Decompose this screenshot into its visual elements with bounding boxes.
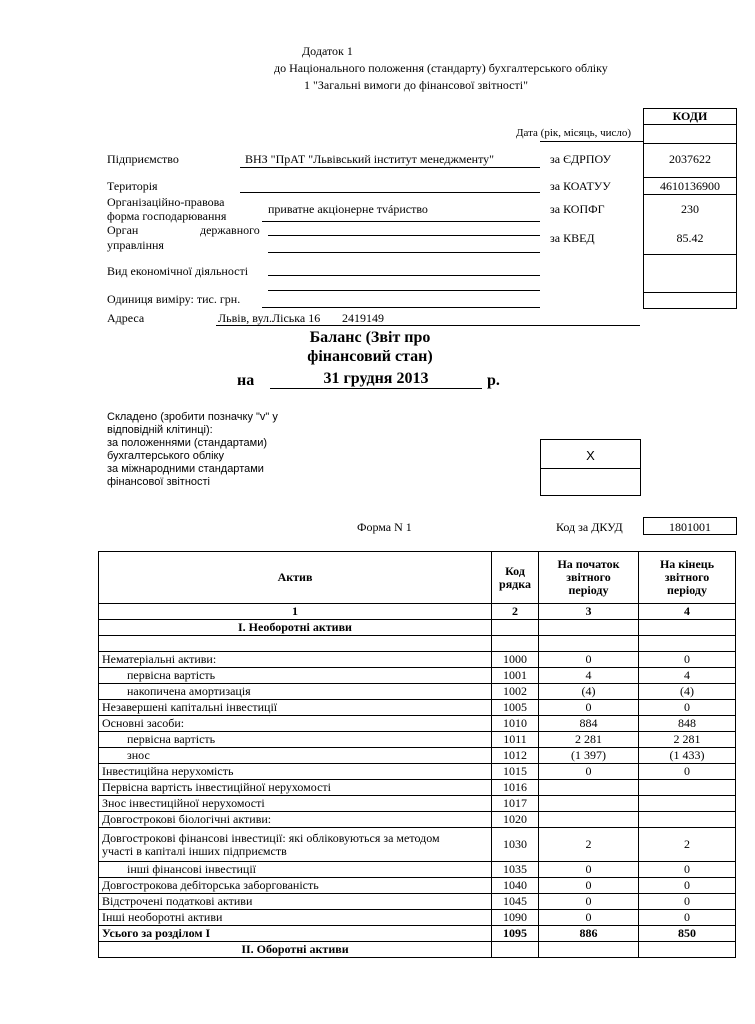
compiled-text (107, 411, 278, 489)
row-name: Основні засоби: (99, 716, 492, 732)
row-begin (539, 796, 639, 812)
col-number-2: 2 (492, 604, 539, 620)
appendix-line-1: Додаток 1 (302, 44, 353, 58)
row-code: 1012 (492, 748, 539, 764)
row-code: 1035 (492, 862, 539, 878)
legal-form-label-2: форма господарювання (107, 209, 227, 223)
header-asset: Актив (99, 552, 492, 604)
appendix-line-3: 1 "Загальні вимоги до фінансової звітності" (304, 78, 528, 92)
row-code: 1002 (492, 684, 539, 700)
row-name-line-1: Довгострокові фінансові інвестиції: які обліковуються за методом (102, 830, 440, 845)
header-code-2: рядка (499, 576, 531, 591)
row-name: Інвестиційна нерухомість (99, 764, 492, 780)
dkud-label: Код за ДКУД (556, 520, 623, 534)
row-begin: 884 (539, 716, 639, 732)
row-end: 848 (639, 716, 736, 732)
col-number-1: 1 (99, 604, 492, 620)
row-name: Інші необоротні активи (99, 910, 492, 926)
row-code: 1090 (492, 910, 539, 926)
legal-form-label-1: Організаційно-правова (107, 195, 225, 209)
row-name: інші фінансові інвестиції (99, 862, 492, 878)
row-end: 0 (639, 878, 736, 894)
header-end-2: звітного (664, 570, 710, 584)
title-on: на (237, 372, 255, 389)
table-row (99, 780, 736, 796)
row-begin: 4 (539, 668, 639, 684)
row-end: (4) (639, 684, 736, 700)
header-code (492, 552, 539, 604)
codes-header: КОДИ (672, 109, 708, 123)
compiled-line-2: відповідній клітинці): (107, 424, 213, 436)
row-begin: (4) (539, 684, 639, 700)
activity-label: Вид економічної діяльності (107, 264, 249, 278)
row-end: 0 (639, 910, 736, 926)
header-begin-3: періоду (568, 583, 609, 597)
form-label: Форма N 1 (357, 520, 412, 534)
unit-label: Одиниця виміру: тис. грн. (107, 292, 241, 306)
row-code: 1015 (492, 764, 539, 780)
header-begin (539, 552, 639, 604)
row-begin: 2 (539, 828, 639, 862)
row-begin: 0 (539, 894, 639, 910)
row-end: 0 (639, 652, 736, 668)
row-end: 0 (639, 700, 736, 716)
kopfg-code: 230 (681, 202, 699, 216)
spacer-row (99, 636, 736, 652)
header-end-1: На кінець (659, 557, 715, 571)
gov-label-2: управління (107, 238, 164, 252)
row-end: 0 (639, 862, 736, 878)
row-end: 2 281 (639, 732, 736, 748)
table-row (99, 910, 736, 926)
table-number-row (99, 604, 736, 620)
row-begin: 0 (539, 878, 639, 894)
standards-mark: Х (586, 448, 595, 463)
table-row (99, 812, 736, 828)
address-label: Адреса (107, 311, 145, 325)
row-name: Знос інвестиційної нерухомості (99, 796, 492, 812)
row-code: 1016 (492, 780, 539, 796)
row-end: 0 (639, 764, 736, 780)
row-name: накопичена амортизація (99, 684, 492, 700)
header-begin-2: звітного (566, 570, 611, 584)
row-begin: 0 (539, 652, 639, 668)
compiled-line-1: Складено (зробити позначку "v" у (107, 411, 278, 423)
kopfg-label: за КОПФГ (550, 202, 605, 216)
row-begin (539, 780, 639, 796)
row-code: 1095 (492, 926, 539, 942)
row-end (639, 780, 736, 796)
row-name: Незавершені капітальні інвестиції (99, 700, 492, 716)
header-code-1: Код (505, 563, 525, 578)
section-2-title: ІІ. Оборотні активи (99, 942, 492, 958)
standards-checkbox-international[interactable] (540, 468, 641, 496)
row-name: Довгострокова дебіторська заборгованість (99, 878, 492, 894)
compiled-line-3: за положеннями (стандартами) (107, 437, 268, 449)
row-begin: 886 (539, 926, 639, 942)
total-row (99, 926, 736, 942)
row-end (639, 796, 736, 812)
edrpou-code: 2037622 (669, 152, 711, 166)
address-value: Львів, вул.Ліська 16 (218, 311, 321, 325)
row-code: 1040 (492, 878, 539, 894)
table-row (99, 862, 736, 878)
row-begin: 0 (539, 700, 639, 716)
row-name: Довгострокові біологічні активи: (99, 812, 492, 828)
kved-code: 85.42 (676, 231, 704, 245)
row-end: (1 433) (639, 748, 736, 764)
row-end: 0 (639, 894, 736, 910)
koatuu-label: за КОАТУУ (550, 179, 611, 193)
table-row (99, 668, 736, 684)
section-1-row (99, 620, 736, 636)
row-code: 1005 (492, 700, 539, 716)
koatuu-code: 4610136900 (660, 179, 720, 193)
row-begin (539, 812, 639, 828)
row-begin: 2 281 (539, 732, 639, 748)
table-row (99, 716, 736, 732)
title-line-2: фінансовий стан) (307, 348, 433, 365)
table-row (99, 700, 736, 716)
table-row (99, 732, 736, 748)
row-end: 4 (639, 668, 736, 684)
balance-table (98, 551, 736, 958)
edrpou-label: за ЄДРПОУ (550, 152, 612, 166)
row-end: 850 (639, 926, 736, 942)
section-1-title: І. Необоротні активи (99, 620, 492, 636)
row-code: 1030 (492, 828, 539, 862)
row-code: 1001 (492, 668, 539, 684)
section-2-row (99, 942, 736, 958)
row-name: Усього за розділом І (99, 926, 492, 942)
enterprise-name: ВНЗ "ПрАТ "Львівський інститут менеджменту" (245, 152, 495, 166)
col-number-4: 4 (639, 604, 736, 620)
row-begin: 0 (539, 910, 639, 926)
row-name: знос (99, 748, 492, 764)
gov-label-1a: Орган (107, 223, 139, 237)
table-row (99, 764, 736, 780)
table-row (99, 878, 736, 894)
row-name: Нематеріальні активи: (99, 652, 492, 668)
table-header-row (99, 552, 736, 604)
table-row (99, 796, 736, 812)
header-end-3: періоду (667, 583, 707, 597)
table-row (99, 828, 736, 862)
row-begin: 0 (539, 862, 639, 878)
title-year-suffix: р. (487, 372, 500, 389)
row-name: первісна вартість (99, 732, 492, 748)
compiled-line-5: за міжнародними стандартами (107, 463, 264, 475)
table-row (99, 748, 736, 764)
row-code: 1045 (492, 894, 539, 910)
address-code: 2419149 (342, 311, 384, 325)
legal-form-value: приватне акціонерне тváриство (268, 202, 428, 216)
row-code: 1000 (492, 652, 539, 668)
row-name: Первісна вартість інвестиційної нерухомості (99, 780, 492, 796)
title-date: 31 грудня 2013 (323, 370, 429, 387)
row-code: 1010 (492, 716, 539, 732)
gov-label-1b: державного (200, 223, 260, 237)
header-begin-1: На початок (557, 557, 620, 571)
row-begin: (1 397) (539, 748, 639, 764)
table-row (99, 894, 736, 910)
row-code: 1011 (492, 732, 539, 748)
row-begin: 0 (539, 764, 639, 780)
row-name-line-2: участі в капіталі інших підприємств (102, 843, 287, 858)
dkud-code: 1801001 (669, 520, 711, 534)
row-end: 2 (639, 828, 736, 862)
header-end (639, 552, 736, 604)
kved-label: за КВЕД (550, 231, 595, 245)
table-row (99, 652, 736, 668)
row-name (99, 828, 492, 862)
row-code: 1017 (492, 796, 539, 812)
appendix-line-2: до Національного положення (стандарту) бухгалтерського обліку (274, 61, 608, 75)
table-row (99, 684, 736, 700)
territory-label: Територія (107, 179, 158, 193)
row-name: Відстрочені податкові активи (99, 894, 492, 910)
row-end (639, 812, 736, 828)
date-label: Дата (рік, місяць, число) (516, 127, 632, 139)
row-code: 1020 (492, 812, 539, 828)
col-number-3: 3 (539, 604, 639, 620)
compiled-line-4: бухгалтерського обліку (107, 450, 224, 462)
row-name: первісна вартість (99, 668, 492, 684)
title-line-1: Баланс (Звіт про (309, 329, 431, 346)
compiled-line-6: фінансової звітності (107, 476, 210, 488)
enterprise-label: Підприємство (107, 152, 179, 166)
